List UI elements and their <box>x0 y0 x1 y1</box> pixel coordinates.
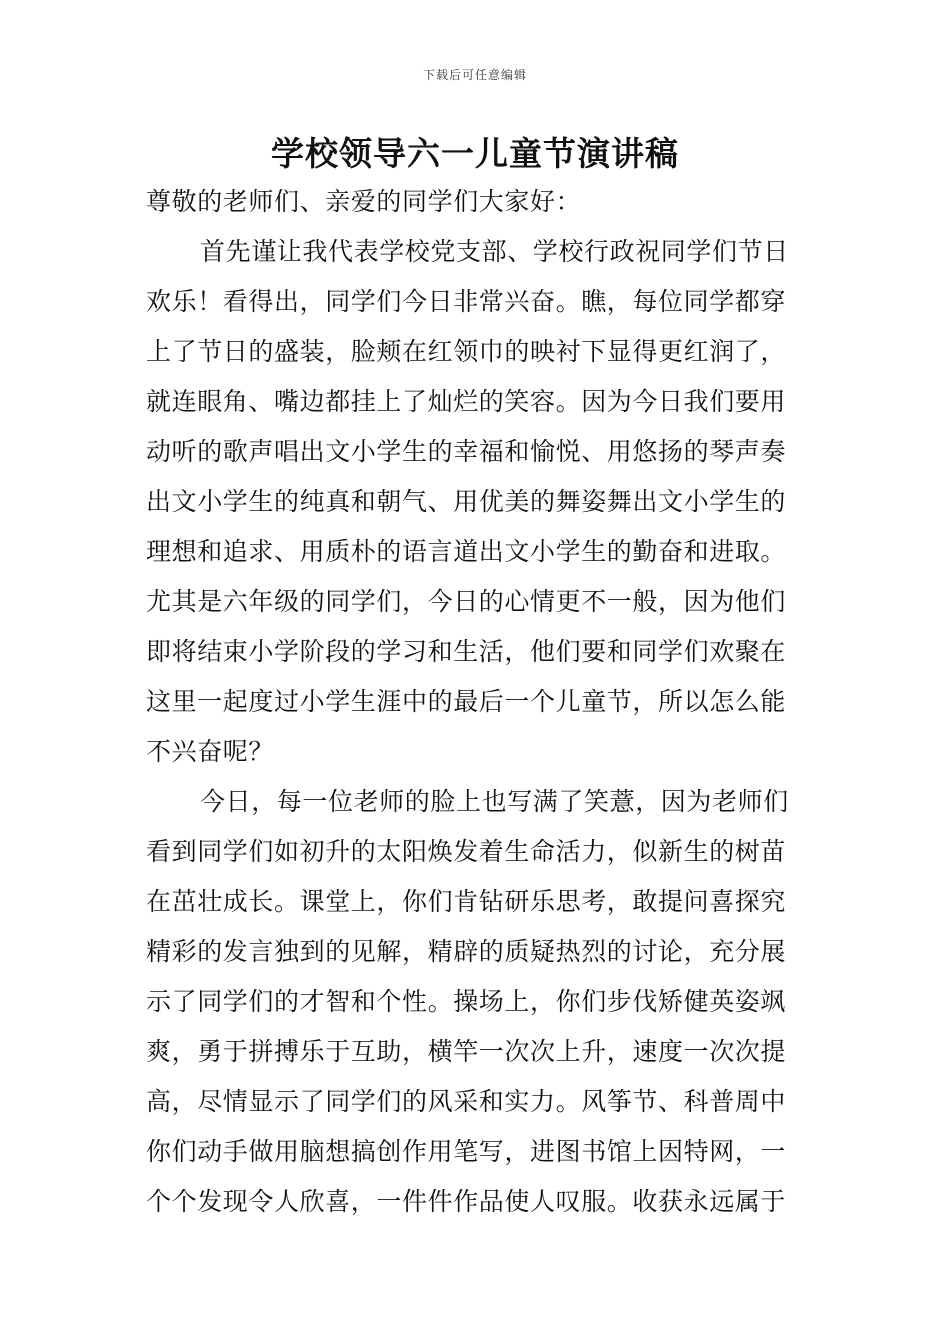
text-line: 首先谨让我代表学校党支部、学校行政祝同学们节日 <box>200 237 789 266</box>
text-line: 看到同学们如初升的太阳焕发着生命活力，似新生的树苗 <box>146 837 787 866</box>
text-line: 理想和追求、用质朴的语言道出文小学生的勤奋和进取。 <box>146 537 787 566</box>
text-line: 在茁壮成长。课堂上，你们肯钻研乐思考，敢提问喜探究 <box>146 887 787 916</box>
text-line: 即将结束小学阶段的学习和生活，他们要和同学们欢聚在 <box>146 637 787 666</box>
text-line: 上了节日的盛装，脸颊在红领巾的映衬下显得更红润了， <box>146 337 787 366</box>
text-line: 就连眼角、嘴边都挂上了灿烂的笑容。因为今日我们要用 <box>146 387 787 416</box>
text-line: 今日，每一位老师的脸上也写满了笑薏，因为老师们 <box>200 787 789 816</box>
page-title: 学校领导六一儿童节演讲稿 <box>271 134 679 173</box>
text-line: 这里一起度过小学生涯中的最后一个儿童节，所以怎么能 <box>146 687 787 716</box>
text-line: 高，尽情显示了同学们的风采和实力。风筝节、科普周中 <box>146 1087 787 1116</box>
text-line: 个个发现令人欣喜，一件件作品使人叹服。收获永远属于 <box>146 1187 787 1216</box>
paragraph-1 <box>146 227 810 777</box>
text-line: 动听的歌声唱出文小学生的幸福和愉悦、用悠扬的琴声奏 <box>146 437 787 466</box>
header-note: 下载后可任意编辑 <box>422 68 527 82</box>
greeting-line: 尊敬的老师们、亲爱的同学们大家好： <box>146 187 582 216</box>
text-line: 出文小学生的纯真和朝气、用优美的舞姿舞出文小学生的 <box>146 487 787 516</box>
text-line: 爽，勇于拼搏乐于互助，横竿一次次上升，速度一次次提 <box>146 1037 787 1066</box>
text-line: 你们动手做用脑想搞创作用笔写，进图书馆上因特网，一 <box>146 1137 787 1166</box>
text-line: 精彩的发言独到的见解，精辟的质疑热烈的讨论，充分展 <box>146 937 787 966</box>
text-line: 不兴奋呢？ <box>146 737 275 766</box>
paragraph-2 <box>146 777 810 1227</box>
document-body <box>146 177 810 1227</box>
text-line: 欢乐！看得出，同学们今日非常兴奋。瞧，每位同学都穿 <box>146 287 787 316</box>
text-line: 尤其是六年级的同学们，今日的心情更不一般，因为他们 <box>146 587 787 616</box>
text-line: 示了同学们的才智和个性。操场上，你们步伐矫健英姿飒 <box>146 987 787 1016</box>
